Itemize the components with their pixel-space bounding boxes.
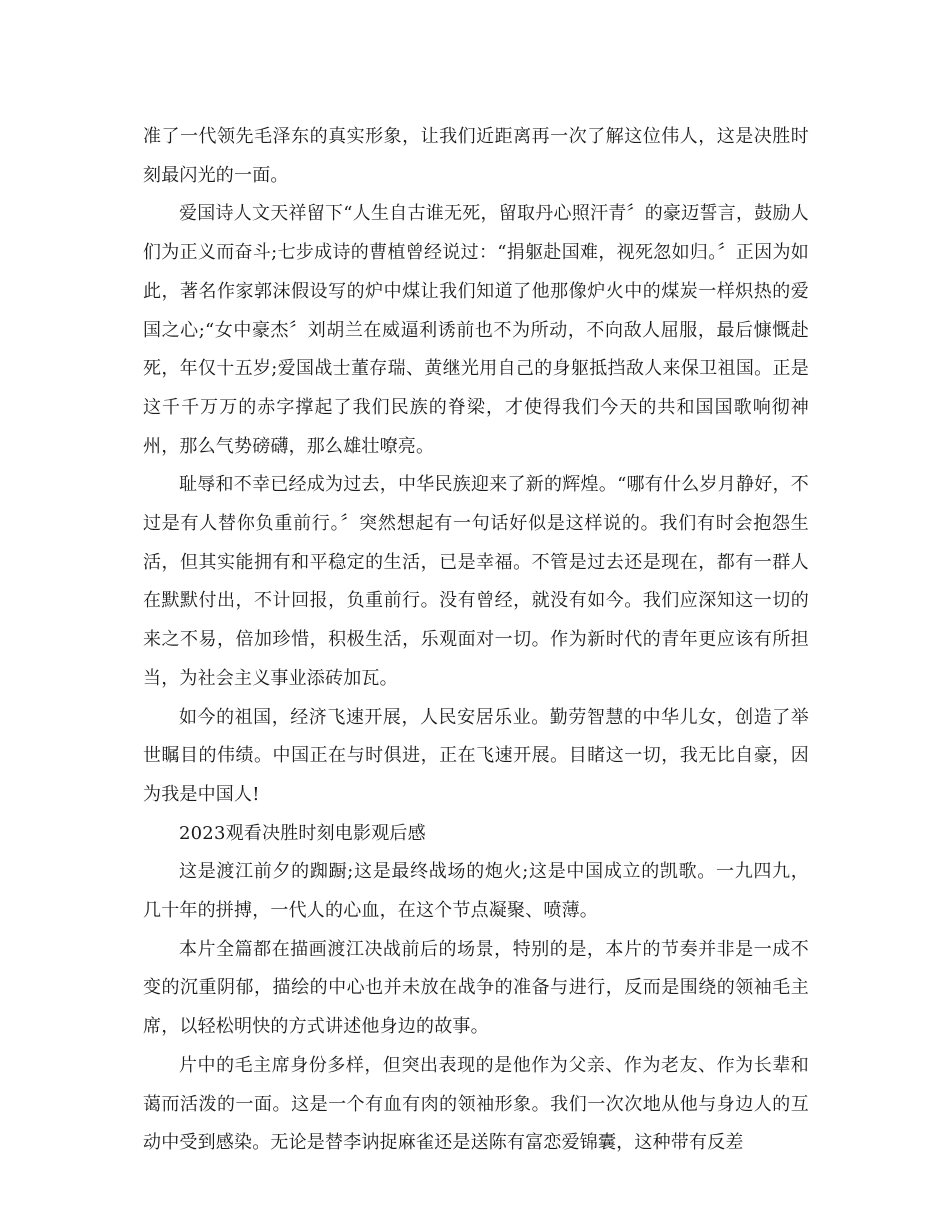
paragraph-chairman-portrayal: 片中的毛主席身份多样，但突出表现的是他作为父亲、作为老友、作为长辈和蔼而活泼的一面。这是一个有血有肉的领袖形象。我们一次次地从他与身边人的互动中受到感染。无论是替李讷捉麻雀还是送陈有富恋爱锦囊，这种带有反差 xyxy=(143,1054,809,1154)
paragraph-river-crossing: 这是渡江前夕的踟蹰;这是最终战场的炮火;这是中国成立的凯歌。一九四九，几十年的拼搏，一代人的心血，在这个节点凝聚、喷薄。 xyxy=(143,861,809,922)
paragraph-motherland-today: 如今的祖国，经济飞速开展，人民安居乐业。勤劳智慧的中华儿女，创造了举世瞩目的伟绩。中国正在与时俱进，正在飞速开展。目睹这一切，我无比自豪，因为我是中国人! xyxy=(143,706,809,805)
paragraph-continuation: 准了一代领先毛泽东的真实形象，让我们近距离再一次了解这位伟人，这是决胜时刻最闪光的一面。 xyxy=(143,126,809,186)
paragraph-new-era: 耻辱和不幸已经成为过去，中华民族迎来了新的辉煌。“哪有什么岁月静好，不过是有人替你负重前行。〞突然想起有一句话好似是这样说的。我们有时会抱怨生活，但其实能拥有和平稳定的生活，已是幸福。不管是过去还是现在，都有一群人在默默付出，不计回报，负重前行。没有曾经，就没有如今。我们应深知这一切的来之不易，倍加珍惜，积极生活，乐观面对一切。作为新时代的青年更应该有所担当，为社会主义事业添砖加瓦。 xyxy=(143,474,809,689)
section-title: 2023观看决胜时刻电影观后感 xyxy=(179,822,426,844)
document-body xyxy=(143,118,809,1163)
paragraph-film-overview: 本片全篇都在描画渡江决战前后的场景，特别的是，本片的节奏并非是一成不变的沉重阴郁，描绘的中心也并未放在战争的准备与进行，反而是围绕的领袖毛主席，以轻松明快的方式讲述他身边的故事。 xyxy=(143,938,809,1038)
paragraph-patriotic-heroes: 爱国诗人文天祥留下“人生自古谁无死，留取丹心照汗青〞的豪迈誓言，鼓励人们为正义而奋斗;七步成诗的曹植曾经说过：“捐躯赴国难，视死忽如归。〞正因为如此，著名作家郭沫假设写的炉中煤让我们知道了他那像炉火中的煤炭一样炽热的爱国之心;“女中豪杰〞刘胡兰在威逼利诱前也不为所动，不向敌人屈服，最后慷慨赴死，年仅十五岁;爱国战士董存瑞、黄继光用自己的身躯抵挡敌人来保卫祖国。正是这千千万万的赤字撑起了我们民族的脊梁，才使得我们今天的共和国国歌响彻神州，那么气势磅礴，那么雄壮嘹亮。 xyxy=(143,203,809,457)
